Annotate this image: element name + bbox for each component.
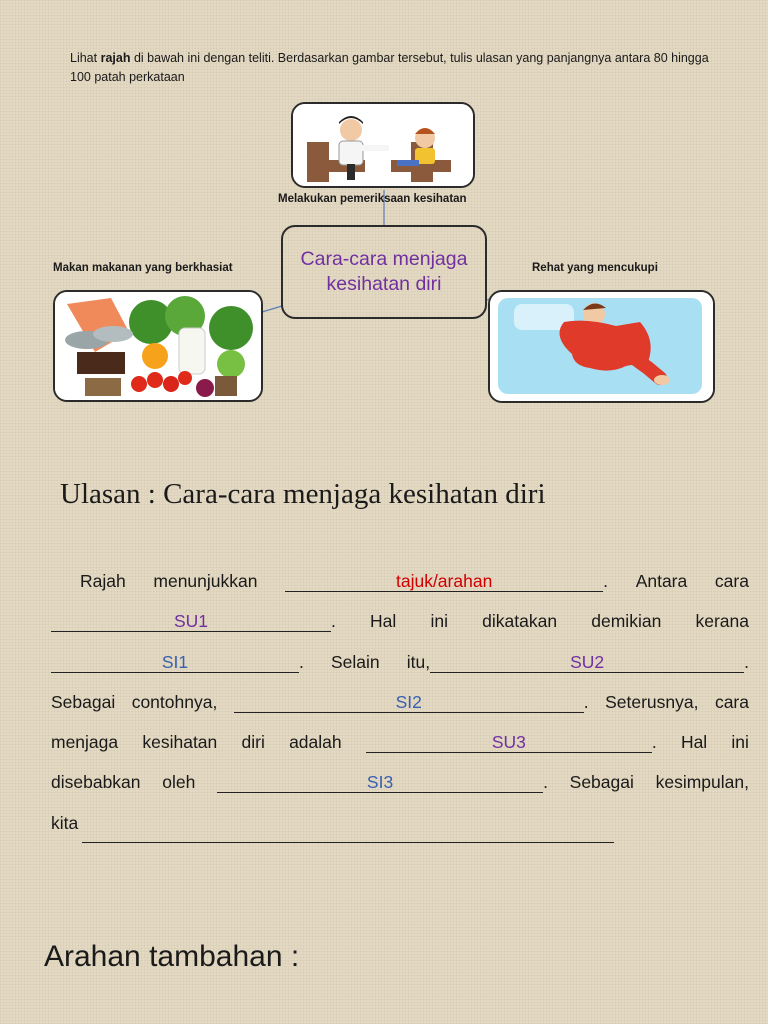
sleeping-person-image [488,290,715,403]
paragraph-line-7: kita [51,803,749,843]
paragraph-line-1: Rajah menunjukkan tajuk/arahan . Antara cara [80,571,749,591]
paragraph-line-4: Sebagai contohnya, SI2 . Seterusnya, cara [51,691,749,712]
blank-si3[interactable]: SI3 [217,772,543,793]
ulasan-paragraph [51,561,749,843]
center-topic-label: Cara-cara menjaga kesihatan diri [300,248,468,295]
healthy-food-illustration-icon [55,292,261,400]
paragraph-line-3: SI1 . Selain itu, SU2 . [51,642,749,682]
instructions-bold-word: rajah [100,51,131,65]
center-topic-box [281,225,487,319]
top-caption: Melakukan pemeriksaan kesihatan [278,193,467,205]
paragraph-line-5: menjaga kesihatan diri adalah SU3 . Hal ini [51,732,749,753]
blank-si1[interactable]: SI1 [51,652,299,673]
doctor-patient-image [291,102,475,188]
healthy-food-image [53,290,263,402]
blank-tajuk[interactable]: tajuk/arahan [285,571,603,592]
blank-su3[interactable]: SU3 [366,732,652,753]
blank-su2[interactable]: SU2 [430,652,744,673]
right-caption: Rehat yang mencukupi [532,262,658,274]
paragraph-line-2: SU1 . Hal ini dikatakan demikian kerana [51,601,749,641]
blank-si2[interactable]: SI2 [234,692,584,713]
ulasan-heading: Ulasan : Cara-cara menjaga kesihatan diri [60,478,546,510]
doctor-patient-illustration-icon [293,104,473,186]
blank-su1[interactable]: SU1 [51,611,331,632]
sleeping-person-illustration-icon [490,292,713,401]
blank-kesimpulan[interactable] [82,803,614,843]
arahan-tambahan-heading: Arahan tambahan : [44,940,300,973]
left-caption: Makan makanan yang berkhasiat [53,262,233,274]
paragraph-line-6: disebabkan oleh SI3 . Sebagai kesimpulan, [51,772,749,793]
instructions-suffix: di bawah ini dengan teliti. Berdasarkan gambar tersebut, tulis ulasan yang panjangnya antara 80 hingga 100 patah perkataan [70,51,709,84]
instructions-prefix: Lihat [70,51,101,65]
